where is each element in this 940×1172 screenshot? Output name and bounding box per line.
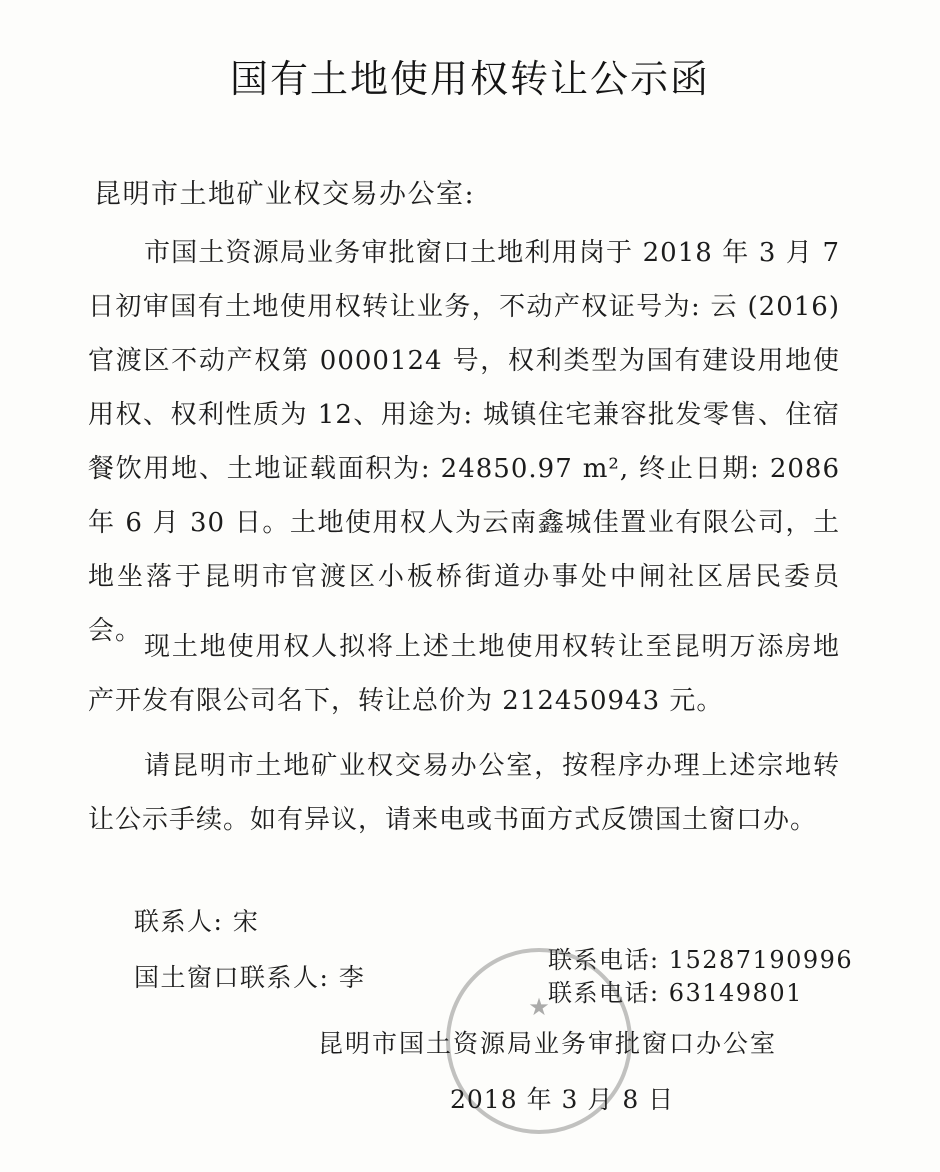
paragraph-transfer: 现土地使用权人拟将上述土地使用权转让至昆明万添房地产开发有限公司名下，转让总价为 212450943 元。 xyxy=(88,632,840,716)
window-contact-phone: 联系电话: 63149801 xyxy=(548,979,803,1007)
signature-date: 2018 年 3 月 8 日 xyxy=(450,1085,675,1114)
seal-mark-icon: ★ xyxy=(528,993,550,1021)
contact-person: 联系人: 宋 xyxy=(134,907,260,936)
contact-phone: 联系电话: 15287190996 xyxy=(548,946,854,974)
document-title: 国有土地使用权转让公示函 xyxy=(229,57,710,101)
paragraph-land-details: 市国土资源局业务审批窗口土地利用岗于 2018 年 3 月 7 日初审国有土地使用权转让业务，不动产权证号为: 云 (2016) 官渡区不动产权第 0000124 号，权利类型为国有建设用地使用权、权利性质为 12、用途为: 城镇住宅兼容批发零售、住宿餐饮用地、土地证载面积为: 24850.97 m², 终止日期: 2086 年 6 月 30 日。土地使用权人为云南鑫城佳置业有限公司，土地坐落于昆明市官渡区小板桥街道办事处中闸社区居民委员会。 xyxy=(88,238,840,646)
addressee: 昆明市土地矿业权交易办公室: xyxy=(94,179,476,210)
paragraph-request: 请昆明市土地矿业权交易办公室，按程序办理上述宗地转让公示手续。如有异议，请来电或书面方式反馈国土窗口办。 xyxy=(88,751,840,835)
signature-organization: 昆明市国土资源局业务审批窗口办公室 xyxy=(318,1029,778,1058)
window-contact-person: 国土窗口联系人: 李 xyxy=(134,963,366,992)
